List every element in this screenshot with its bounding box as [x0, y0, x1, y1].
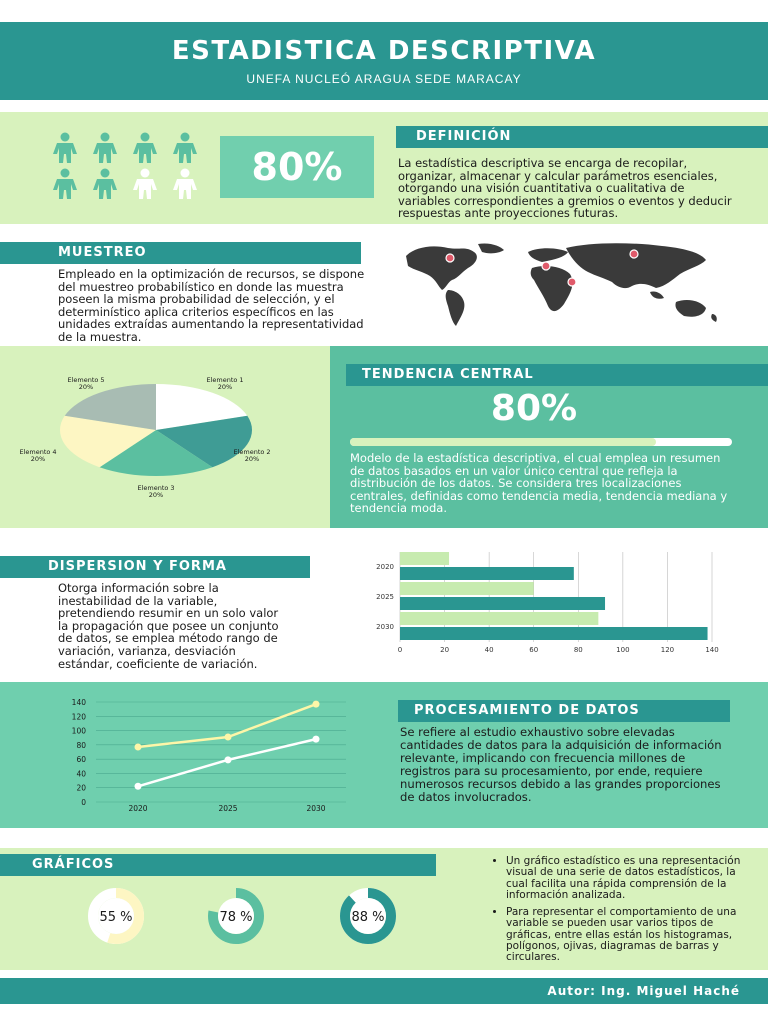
dispersion-text: Otorga información sobre la inestabilidad de la variable, pretendiendo resumir en un solo valor la propagación que posee un conjunto de datos, se emplea método rango de variación, varianza, desviación estándar, coeficiente de variación.: [58, 581, 279, 671]
line-chart: [50, 690, 350, 816]
bar-x-tick-label: 120: [660, 646, 675, 654]
bar: [400, 612, 598, 625]
page-title: ESTADISTICA DESCRIPTIVA: [171, 36, 597, 66]
bar-y-tick-label: 2020: [376, 563, 394, 571]
dispersion-heading: DISPERSION Y FORMA: [0, 556, 310, 578]
line-y-tick-label: 0: [81, 798, 86, 807]
muestreo-heading: MUESTREO: [0, 242, 361, 264]
tendencia-progress-fill: [350, 438, 656, 446]
procesamiento-text: Se refiere al estudio exhaustivo sobre elevadas cantidades de datos para la adquisición de información relevante, implicando con frecuencia millones de registros para su procesamiento, por ende, requiere numerosos recursos debido a las grandes proporciones de datos involucrados.: [400, 725, 722, 804]
line-chart-svg: [50, 690, 350, 816]
line-point: [313, 736, 320, 743]
bar-chart: [360, 548, 740, 658]
bar-y-tick-label: 2030: [376, 623, 394, 631]
graficos-bullet-1: • Un gráfico estadístico es una representación visual de una serie de datos estadísticos, la cual facilita una rápida comprensión de la información analizada.: [506, 856, 756, 901]
line-y-tick-label: 20: [76, 783, 86, 793]
world-map-icon: [400, 240, 736, 328]
pie-value-label: 20%: [217, 383, 233, 391]
bar: [400, 582, 534, 595]
bar-x-tick-label: 0: [397, 646, 403, 654]
pie-label: Elemento 3: [137, 484, 175, 492]
bar-x-tick-label: 60: [529, 646, 539, 654]
pie-chart-svg: [0, 356, 330, 516]
person-icon: [52, 132, 78, 164]
footer-author: Autor: Ing. Miguel Haché: [547, 984, 740, 998]
pie-label: Elemento 4: [19, 448, 57, 456]
person-icon: [92, 168, 118, 200]
tendencia-progress-track: [350, 438, 732, 446]
line-series: [138, 704, 316, 747]
line-y-tick-label: 60: [76, 755, 86, 765]
tendencia-heading: TENDENCIA CENTRAL: [346, 364, 768, 386]
line-y-tick-label: 100: [71, 726, 86, 736]
person-icon: [52, 168, 78, 200]
line-point: [135, 783, 142, 790]
line-x-tick-label: 2020: [128, 804, 148, 813]
page-subtitle: UNEFA NUCLEÓ ARAGUA SEDE MARACAY: [246, 72, 522, 86]
bar-x-tick-label: 40: [484, 646, 494, 654]
line-y-tick-label: 140: [71, 698, 86, 707]
ring-label: 88 %: [351, 910, 385, 925]
pie-value-label: 20%: [148, 491, 164, 499]
graficos-bullets: [492, 856, 756, 970]
definicion-percent: 80%: [220, 136, 374, 198]
line-y-tick-label: 80: [76, 740, 86, 750]
ring-label: 78 %: [219, 910, 253, 925]
pie-label: Elemento 1: [206, 376, 244, 384]
definicion-text: La estadística descriptiva se encarga de recopilar, organizar, almacenar y calcular parámetros esenciales, otorgando una visión cuantitativa o cualitativa de variables correspondientes a gremios o eventos y deducir respuestas ante proyecciones futuras.: [398, 156, 732, 221]
person-icon: [92, 132, 118, 164]
procesamiento-heading: PROCESAMIENTO DE DATOS: [398, 700, 730, 722]
bar-x-tick-label: 140: [705, 646, 719, 654]
line-point: [135, 744, 142, 751]
bar-x-tick-label: 100: [616, 646, 630, 654]
line-y-tick-label: 120: [71, 712, 86, 722]
bar: [400, 552, 449, 565]
bar-x-tick-label: 20: [440, 646, 450, 654]
pie-value-label: 20%: [30, 455, 46, 463]
definicion-heading: DEFINICIÓN: [396, 126, 768, 148]
person-icon: [132, 168, 158, 200]
line-point: [313, 701, 320, 708]
person-icon: [172, 168, 198, 200]
line-y-tick-label: 40: [76, 769, 86, 779]
pie-value-label: 20%: [78, 383, 94, 391]
bar: [400, 627, 708, 640]
bar-x-tick-label: 80: [573, 646, 583, 654]
person-icon: [172, 132, 198, 164]
pie-chart: [0, 356, 330, 516]
world-map: [400, 240, 736, 328]
ring-label: 55 %: [99, 910, 133, 925]
pie-value-label: 20%: [244, 455, 260, 463]
tendencia-percent: 80%: [490, 388, 578, 429]
line-point: [225, 734, 232, 741]
bar-y-tick-label: 2025: [376, 593, 394, 601]
person-icon: [132, 132, 158, 164]
line-x-tick-label: 2025: [218, 804, 238, 813]
line-x-tick-label: 2030: [306, 804, 326, 813]
pie-label: Elemento 2: [233, 448, 271, 456]
graficos-heading: GRÁFICOS: [0, 854, 436, 876]
bar: [400, 597, 605, 610]
bar-chart-svg: [360, 548, 740, 658]
rings-svg: [76, 886, 416, 946]
graficos-bullet-2: • Para representar el comportamiento de una variable se pueden usar varios tipos de gráficas, entre ellas están los histogramas, polígonos, ojivas, diagramas de barras y circulares.: [506, 907, 756, 963]
bar: [400, 567, 574, 580]
pie-label: Elemento 5: [67, 376, 105, 384]
muestreo-text: Empleado en la optimización de recursos, se dispone del muestreo probabilístico en donde las muestra poseen la misma probabilidad de selección, y el determinístico aplica criterios específicos en las unidades extraídas aumentando la representatividad de la muestra.: [58, 267, 365, 344]
people-icon-grid: [52, 132, 212, 204]
rings-row: [76, 886, 416, 946]
tendencia-text: Modelo de la estadística descriptiva, el cual emplea un resumen de datos basados en un valor único central que refleja la distribución de los datos. Se considera tres localizaciones centrales, definidas como tendencia media, tendencia mediana y tendencia moda.: [350, 451, 728, 516]
line-point: [225, 756, 232, 763]
